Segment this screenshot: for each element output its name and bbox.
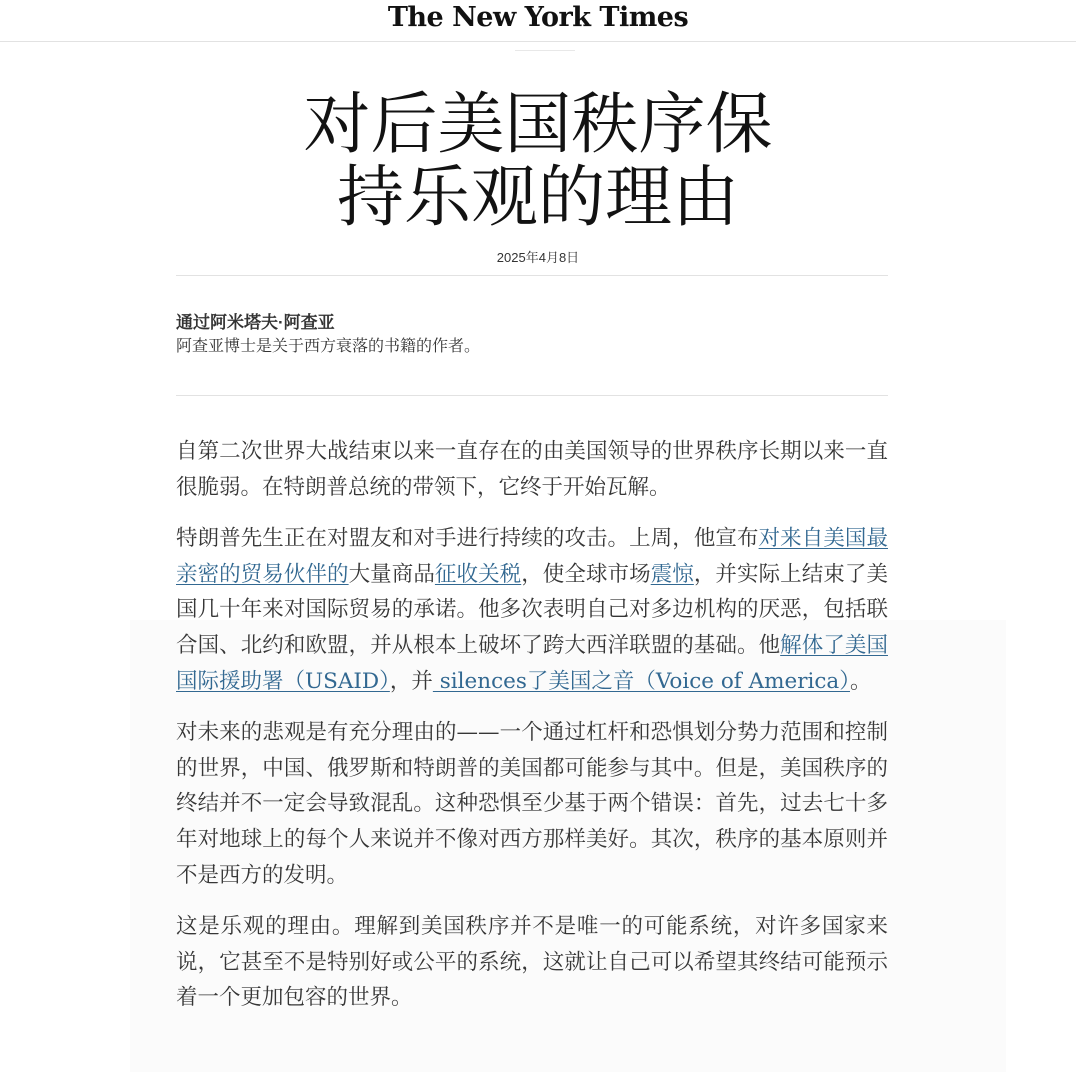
article-headline	[0, 85, 1076, 236]
tariffs-partners-link[interactable]: 对来自美国最亲密的贸易伙伴的	[176, 526, 888, 587]
paragraph-2	[176, 521, 888, 699]
article-body	[176, 434, 888, 1032]
paragraph-2-text-4: ，并实际上结束了美国几十年来对国际贸易的承诺。他多次表明自己对多边机构的厌恶，包括联合国、北约和欧盟，并从根本上破坏了跨大西洋联盟的基础。他	[176, 561, 888, 658]
paragraph-2-text-1: 特朗普先生正在对盟友和对手进行持续的攻击。上周，他宣布	[176, 526, 759, 552]
author-bio: 阿查亚博士是关于西方衰落的书籍的作者。	[176, 338, 481, 355]
headline-line-2: 持乐观的理由	[337, 158, 739, 236]
paragraph-4: 这是乐观的理由。理解到美国秩序并不是唯一的可能系统，对许多国家来说，它甚至不是特别好或公平的系统，这就让自己可以希望其终结可能预示着一个更加包容的世界。	[176, 914, 888, 1011]
tariffs-link[interactable]: 征收关税	[434, 561, 522, 587]
header-divider	[176, 275, 888, 276]
voice-of-america-link[interactable]: silences了美国之音（Voice of America）	[432, 668, 850, 694]
byline-divider	[176, 395, 888, 396]
nyt-logo[interactable]: The New York Times	[387, 2, 689, 33]
paragraph-2-text-2: 大量商品	[348, 561, 435, 587]
byline: 通过阿米塔夫·阿查亚	[176, 313, 335, 332]
markets-shock-link[interactable]: 震惊	[650, 561, 694, 587]
paragraph-2-text-6: 。	[849, 668, 872, 694]
paragraph-3: 对未来的悲观是有充分理由的——一个通过杠杆和恐惧划分势力范围和控制的世界，中国、俄罗斯和特朗普的美国都可能参与其中。但是，美国秩序的终结并不一定会导致混乱。这种恐惧至少基于两个错误：首先，过去七十多年对地球上的每个人来说并不像对西方那样美好。其次，秩序的基本原则并不是西方的发明。	[176, 720, 888, 888]
paragraph-1: 自第二次世界大战结束以来一直存在的由美国领导的世界秩序长期以来一直很脆弱。在特朗普总统的带领下，它终于开始瓦解。	[176, 439, 888, 500]
masthead	[0, 0, 1076, 42]
usaid-link[interactable]: 解体了美国国际援助署（USAID）	[176, 632, 888, 694]
headline-line-1: 对后美国秩序保	[303, 85, 773, 163]
paragraph-2-text-5: ，并	[389, 668, 433, 694]
masthead-divider	[515, 50, 575, 51]
paragraph-2-text-3: ，使全球市场	[521, 561, 651, 587]
publish-date: 2025年4月8日	[496, 250, 580, 265]
